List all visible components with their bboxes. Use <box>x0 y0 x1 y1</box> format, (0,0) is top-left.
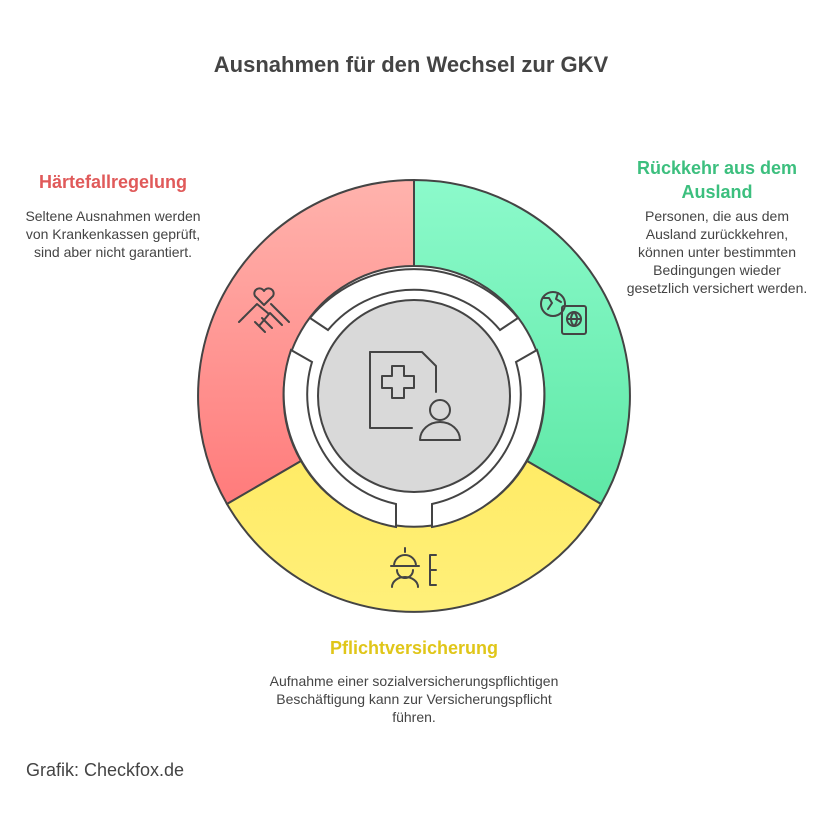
heading-rueckkehr: Rückkehr aus dem Ausland <box>636 158 798 202</box>
description-haertefall: Seltene Ausnahmen werden von Krankenkassen geprüft, sind aber nicht garantiert. <box>25 208 201 260</box>
description-pflicht: Aufnahme einer sozialversicherungspflichtigen Beschäftigung kann zur Versicherungspflicht führen. <box>269 673 559 725</box>
heading-haertefall: Härtefallregelung <box>38 172 188 192</box>
diagram-title: Ausnahmen für den Wechsel zur GKV <box>213 52 609 77</box>
center-circle <box>318 300 510 492</box>
heading-pflicht: Pflichtversicherung <box>329 638 499 658</box>
description-rueckkehr: Personen, die aus dem Ausland zurückkehren, können unter bestimmten Bedingungen wieder gesetzlich versichert werden. <box>626 208 808 296</box>
source-credit: Grafik: Checkfox.de <box>26 760 185 780</box>
